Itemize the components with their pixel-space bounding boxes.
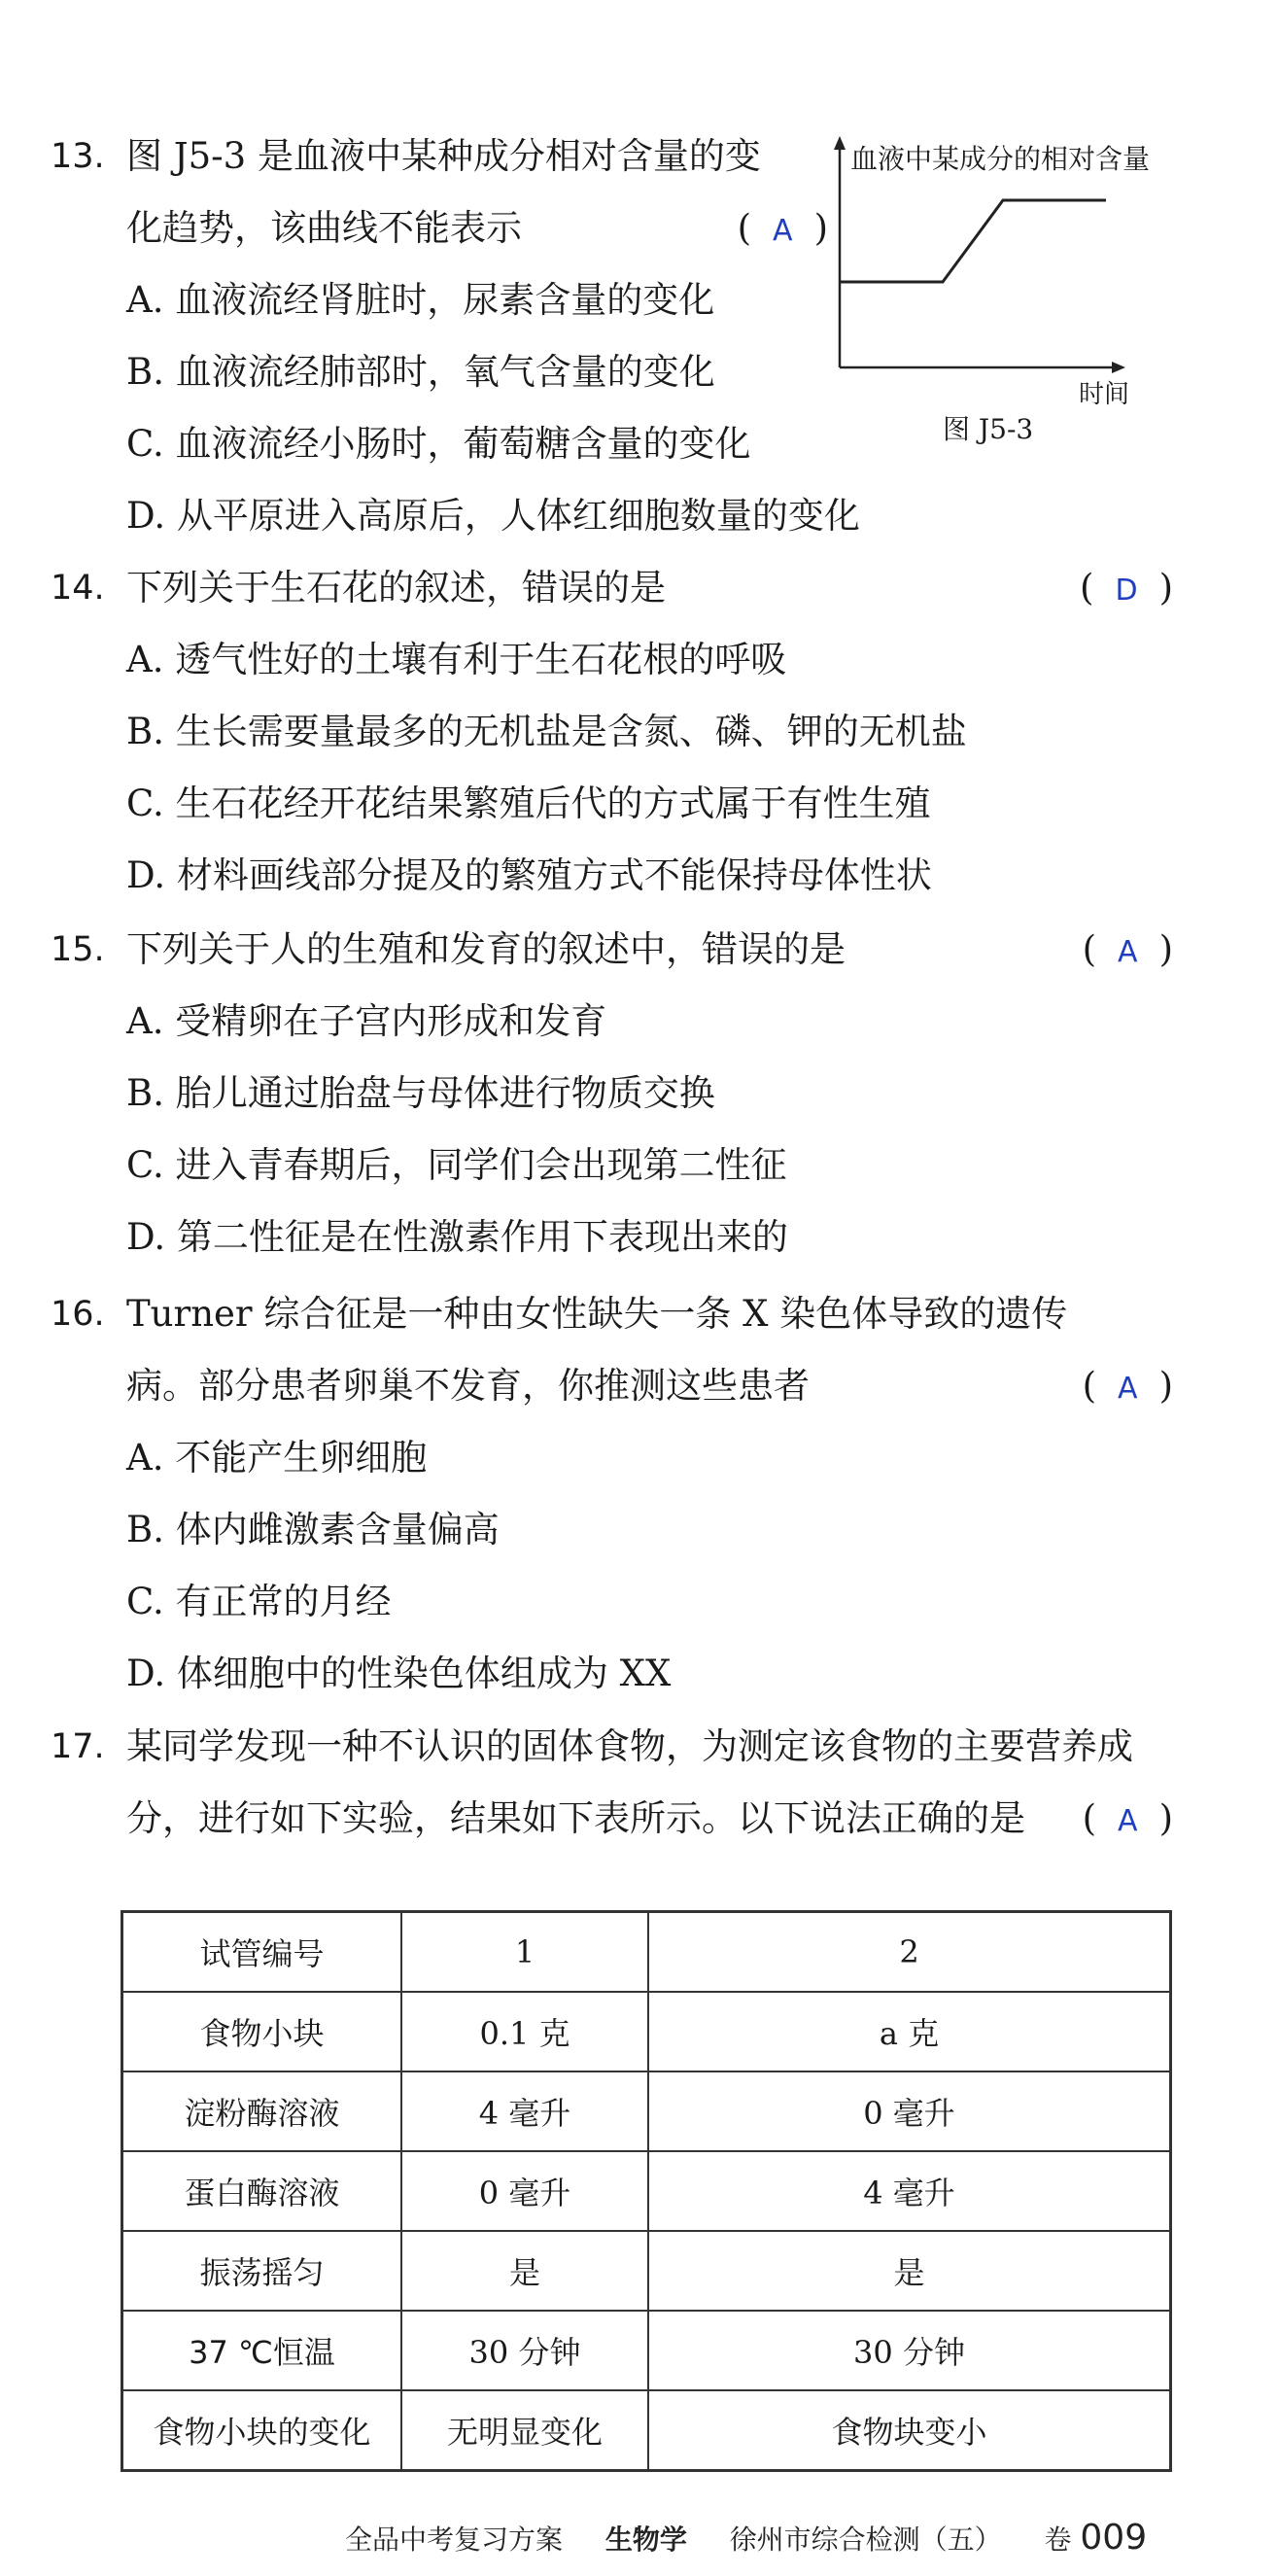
row-label: 蛋白酶溶液 <box>122 2151 402 2231</box>
question-stem: 下列关于人的生殖和发育的叙述中，错误的是 <box>126 928 846 970</box>
question-14 <box>51 552 1173 912</box>
exam-title: 徐州市综合检测（五） <box>729 2524 1002 2556</box>
option-a: A. 透气性好的土壤有利于生石花根的呼吸 <box>126 639 787 680</box>
option-c: C. 血液流经小肠时，葡萄糖含量的变化 <box>126 423 751 465</box>
option-d: D. 从平原进入高原后，人体红细胞数量的变化 <box>126 495 860 537</box>
volume-label: 卷 <box>1044 2524 1072 2556</box>
trend-curve <box>840 200 1106 282</box>
answer-bracket: ( A ) <box>1082 928 1173 970</box>
row-label: 食物小块的变化 <box>122 2390 402 2471</box>
question-number: 16. <box>51 1295 105 1334</box>
answer-letter: D <box>1115 574 1138 608</box>
option-a: A. 血液流经肾脏时，尿素含量的变化 <box>126 279 715 321</box>
question-13 <box>51 121 860 552</box>
row-label: 试管编号 <box>122 1912 402 1993</box>
answer-bracket: ( A ) <box>1082 1365 1173 1407</box>
answer-bracket: ( A ) <box>737 207 828 249</box>
option-b: B. 胎儿通过胎盘与母体进行物质交换 <box>126 1072 715 1114</box>
option-c: C. 进入青春期后，同学们会出现第二性征 <box>126 1144 787 1186</box>
figure-j5-3 <box>826 126 1176 447</box>
table-row <box>122 2231 1171 2311</box>
experiment-table <box>121 1910 1172 2472</box>
answer-letter: A <box>1118 935 1138 969</box>
question-stem: 下列关于生石花的叙述，错误的是 <box>126 567 666 609</box>
page-number: 009 <box>1080 2518 1148 2558</box>
option-d: D. 材料画线部分提及的繁殖方式不能保持母体性状 <box>126 854 932 896</box>
option-c: C. 有正常的月经 <box>126 1581 392 1622</box>
table-row <box>122 1912 1171 1993</box>
question-stem-line1: Turner 综合征是一种由女性缺失一条 X 染色体导致的遗传 <box>126 1293 1068 1335</box>
question-15 <box>51 914 1173 1273</box>
question-number: 17. <box>51 1727 105 1766</box>
tube-2-cell: 0 毫升 <box>648 2071 1171 2151</box>
tube-1-cell: 4 毫升 <box>401 2071 648 2151</box>
tube-1-cell: 0.1 克 <box>401 1992 648 2071</box>
option-d: D. 体细胞中的性染色体组成为 XX <box>126 1653 672 1694</box>
option-c: C. 生石花经开花结果繁殖后代的方式属于有性生殖 <box>126 783 931 824</box>
row-label: 37 ℃恒温 <box>122 2311 402 2390</box>
table-row <box>122 1992 1171 2071</box>
question-stem-line2: 病。部分患者卵巢不发育，你推测这些患者 <box>126 1365 810 1407</box>
option-a: A. 不能产生卵细胞 <box>126 1437 428 1479</box>
book-title: 全品中考复习方案 <box>345 2524 564 2556</box>
question-17 <box>51 1711 1173 1855</box>
question-16 <box>51 1278 1173 1710</box>
question-number: 13. <box>51 137 105 176</box>
x-axis-arrow <box>1112 362 1125 373</box>
option-d: D. 第二性征是在性激素作用下表现出来的 <box>126 1216 788 1258</box>
tube-1-cell: 30 分钟 <box>401 2311 648 2390</box>
tube-2-cell: 2 <box>648 1912 1171 1993</box>
option-b: B. 生长需要量最多的无机盐是含氮、磷、钾的无机盐 <box>126 711 967 752</box>
page-footer <box>345 2518 1181 2558</box>
tube-2-cell: a 克 <box>648 1992 1171 2071</box>
option-b: B. 血液流经肺部时，氧气含量的变化 <box>126 351 715 393</box>
table-row <box>122 2151 1171 2231</box>
figure-x-label: 时间 <box>1079 380 1130 409</box>
question-number: 15. <box>51 930 105 969</box>
tube-2-cell: 30 分钟 <box>648 2311 1171 2390</box>
answer-letter: A <box>773 214 793 248</box>
figure-y-label: 血液中某成分的相对含量 <box>850 143 1151 175</box>
subject-label: 生物学 <box>604 2524 687 2556</box>
row-label: 食物小块 <box>122 1992 402 2071</box>
tube-2-cell: 是 <box>648 2231 1171 2311</box>
row-label: 振荡摇匀 <box>122 2231 402 2311</box>
answer-letter: A <box>1118 1804 1138 1838</box>
option-b: B. 体内雌激素含量偏高 <box>126 1509 500 1550</box>
tube-2-cell: 食物块变小 <box>648 2390 1171 2471</box>
tube-1-cell: 无明显变化 <box>401 2390 648 2471</box>
row-label: 淀粉酶溶液 <box>122 2071 402 2151</box>
tube-1-cell: 1 <box>401 1912 648 1993</box>
tube-1-cell: 是 <box>401 2231 648 2311</box>
table-row <box>122 2390 1171 2471</box>
question-stem-line1: 某同学发现一种不认识的固体食物，为测定该食物的主要营养成 <box>126 1725 1133 1767</box>
answer-letter: A <box>1118 1372 1138 1406</box>
tube-1-cell: 0 毫升 <box>401 2151 648 2231</box>
question-stem-line1: 图 J5-3 是血液中某种成分相对含量的变 <box>126 135 761 177</box>
answer-bracket: ( D ) <box>1080 567 1173 609</box>
table-row <box>122 2071 1171 2151</box>
question-stem-line2: 分，进行如下实验，结果如下表所示。以下说法正确的是 <box>126 1797 1025 1839</box>
question-stem-line2: 化趋势，该曲线不能表示 <box>126 207 522 249</box>
option-a: A. 受精卵在子宫内形成和发育 <box>126 1000 607 1042</box>
table-row <box>122 2311 1171 2390</box>
figure-caption: 图 J5-3 <box>943 413 1034 445</box>
y-axis-arrow <box>834 136 846 150</box>
tube-2-cell: 4 毫升 <box>648 2151 1171 2231</box>
question-number: 14. <box>51 569 105 608</box>
answer-bracket: ( A ) <box>1082 1797 1173 1839</box>
